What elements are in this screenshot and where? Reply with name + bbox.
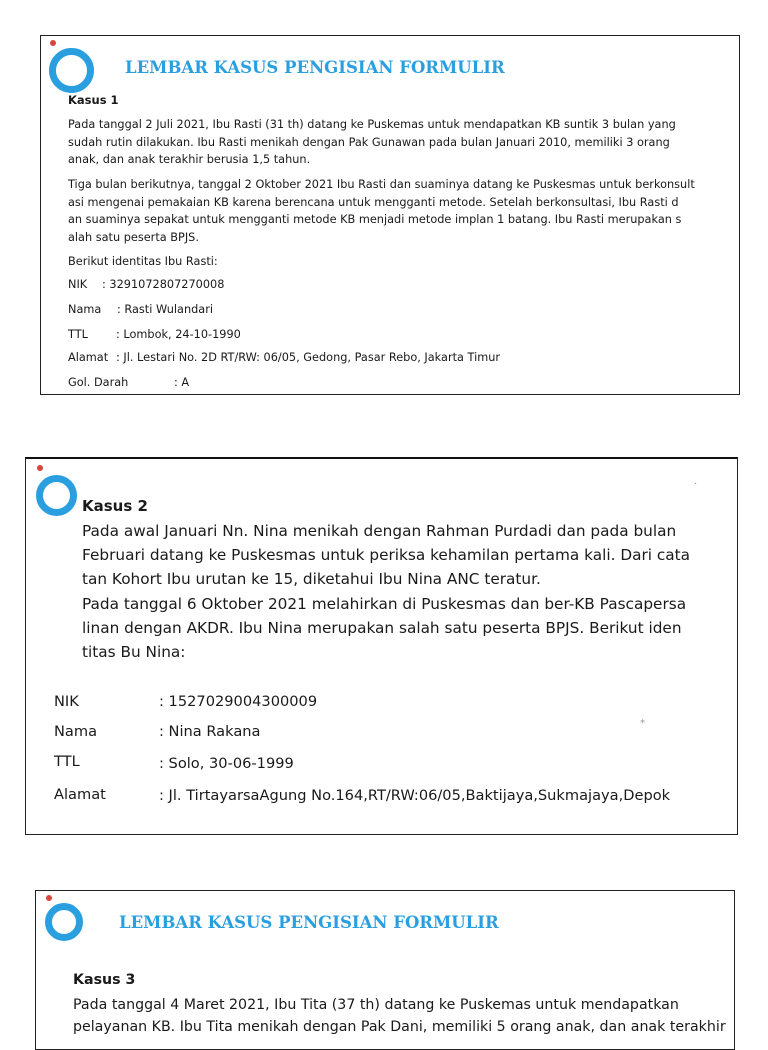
identity-value: : 1527029004300009 [159, 693, 318, 710]
identity-label: Gol. Darah [68, 376, 129, 389]
logo-dot-icon [46, 895, 52, 901]
identity-row-nik [68, 278, 224, 291]
identity-row-nama [68, 303, 213, 316]
identity-intro: Berikut identitas Ibu Rasti: [68, 255, 218, 268]
logo-dot-icon [37, 465, 43, 471]
identity-label: Nama [54, 723, 98, 740]
case-sheet-1 [40, 35, 740, 395]
identity-label: Alamat [68, 351, 109, 364]
identity-value: : Jl. Lestari No. 2D RT/RW: 06/05, Gedong, Pasar Rebo, Jakarta Timur [116, 351, 501, 364]
logo-ring-icon [36, 475, 77, 516]
identity-label: Alamat [54, 786, 106, 803]
identity-label: NIK [54, 693, 79, 710]
identity-label: NIK [68, 278, 88, 291]
text-line: pelayanan KB. Ibu Tita menikah dengan Pak Dani, memiliki 5 orang anak, dan anak terakhir [73, 1019, 726, 1035]
logo-ring-icon [45, 903, 83, 941]
identity-value: : Solo, 30-06-1999 [159, 755, 294, 772]
text-line: Pada tanggal 6 Oktober 2021 melahirkan di Puskesmas dan ber-KB Pascapersa [82, 594, 687, 613]
speck-mark: · [694, 479, 698, 490]
identity-row-alamat [68, 351, 500, 364]
logo-ring-icon [49, 48, 94, 93]
identity-value: : Lombok, 24-10-1990 [116, 328, 241, 341]
text-line: an suaminya sepakat untuk mengganti metode KB menjadi metode implan 1 batang. Ibu Rasti merupakan s [68, 213, 682, 226]
identity-row-ttl [68, 328, 241, 341]
text-line: Pada tanggal 2 Juli 2021, Ibu Rasti (31 th) datang ke Puskemas untuk mendapatkan KB suntik 3 bulan yang [68, 118, 676, 131]
case-paragraph [82, 519, 722, 664]
text-line: asi mengenai pemakaian KB karena berencana untuk mengganti metode. Setelah berkonsultasi, Ibu Rasti d [68, 195, 679, 209]
identity-value: : 3291072807270008 [102, 278, 225, 291]
text-line: sudah rutin dilakukan. Ibu Rasti menikah dengan Pak Gunawan pada bulan Januari 2010, memiliki 3 orang [68, 135, 670, 149]
logo-dot-icon [50, 40, 56, 46]
case-label: Kasus 3 [73, 972, 136, 988]
case-sheet-2 [25, 457, 738, 835]
text-line: linan dengan AKDR. Ibu Nina merupakan salah satu peserta BPJS. Berikut iden [82, 618, 682, 637]
identity-label: TTL [54, 753, 80, 770]
case-label: Kasus 2 [82, 497, 148, 515]
identity-row-gol-darah [68, 376, 189, 389]
case-paragraph [73, 994, 726, 1038]
identity-value: : Rasti Wulandari [117, 303, 213, 316]
sheet-title: LEMBAR KASUS PENGISIAN FORMULIR [125, 58, 505, 77]
text-line: Tiga bulan berikutnya, tanggal 2 Oktober 2021 Ibu Rasti dan suaminya datang ke Puskesmas untuk berkonsult [68, 178, 695, 191]
text-line: Pada tanggal 4 Maret 2021, Ibu Tita (37 th) datang ke Puskemas untuk mendapatkan [73, 997, 679, 1013]
case-paragraph-1 [68, 116, 728, 169]
case-label: Kasus 1 [68, 93, 119, 107]
text-line: anak, dan anak terakhir berusia 1,5 tahun. [68, 153, 311, 166]
text-line: Februari datang ke Puskesmas untuk periksa kehamilan pertama kali. Dari cata [82, 546, 691, 565]
sheet-title: LEMBAR KASUS PENGISIAN FORMULIR [119, 913, 499, 932]
speck-mark: * [640, 718, 645, 729]
identity-label: Nama [68, 303, 102, 316]
case-sheet-3 [35, 890, 735, 1050]
text-line: Pada awal Januari Nn. Nina menikah dengan Rahman Purdadi dan pada bulan [82, 522, 677, 540]
text-line: tan Kohort Ibu urutan ke 15, diketahui Ibu Nina ANC teratur. [82, 570, 541, 589]
identity-value: : Jl. TirtayarsaAgung No.164,RT/RW:06/05,Baktijaya,Sukmajaya,Depok [159, 787, 671, 804]
case-paragraph-2 [68, 176, 728, 246]
text-line: titas Bu Nina: [82, 643, 186, 662]
identity-label: TTL [68, 328, 88, 341]
identity-value: : A [174, 376, 190, 389]
text-line: alah satu peserta BPJS. [68, 230, 199, 244]
identity-value: : Nina Rakana [159, 723, 261, 740]
